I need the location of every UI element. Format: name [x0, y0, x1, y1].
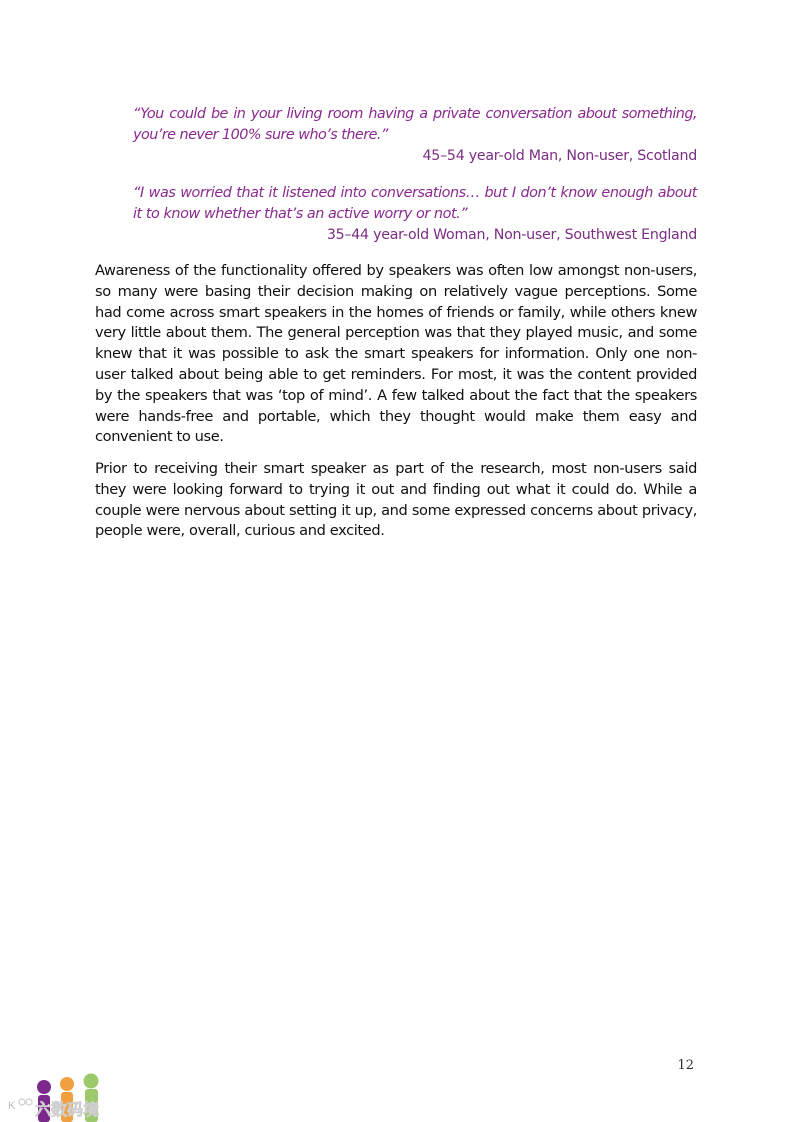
quote-block-2 [133, 183, 697, 246]
logo-figure-green-head [84, 1074, 99, 1089]
logo-mark: K [8, 1100, 16, 1112]
logo-figure-purple-head [37, 1080, 51, 1094]
quote-attribution: 45–54 year-old Man, Non-user, Scotland [422, 148, 697, 164]
quote-attribution: 35–44 year-old Woman, Non-user, Southwest England [326, 227, 697, 243]
quote-text: “You could be in your living room having a private conversation about something, you’re never 100% sure who’s there.” [133, 106, 697, 143]
page-number: 12 [677, 1058, 694, 1073]
quote-block-1 [133, 104, 697, 167]
watermark-logo [8, 1071, 118, 1122]
body-paragraph: Awareness of the functionality offered by speakers was often low amongst non-users, so many were basing their decision making on relatively vague perceptions. Some had come across smart speakers in the homes of friends or family, while others knew very little about them. The general perception was that they played music, and some knew that it was possible to ask the smart speakers for information. Only one non-user talked about being able to get reminders. For most, it was the content provided by the speakers that was ‘top of mind’. A few talked about the fact that the speakers were hands-free and portable, which they thought would make them easy and convenient to use. [95, 262, 697, 446]
body-paragraph: Prior to receiving their smart speaker as part of the research, most non-users said they were looking forward to trying it out and finding out what it could do. While a couple were nervous about setting it up, and some expressed concerns about privacy, people were, overall, curious and excited. [95, 460, 697, 540]
quote-text: “I was worried that it listened into conversations… but I don’t know enough about it to know whether that’s an active worry or not.” [133, 185, 697, 222]
watermark-text: 六数码境 [35, 1100, 100, 1119]
logo-figure-orange-head [60, 1077, 74, 1091]
